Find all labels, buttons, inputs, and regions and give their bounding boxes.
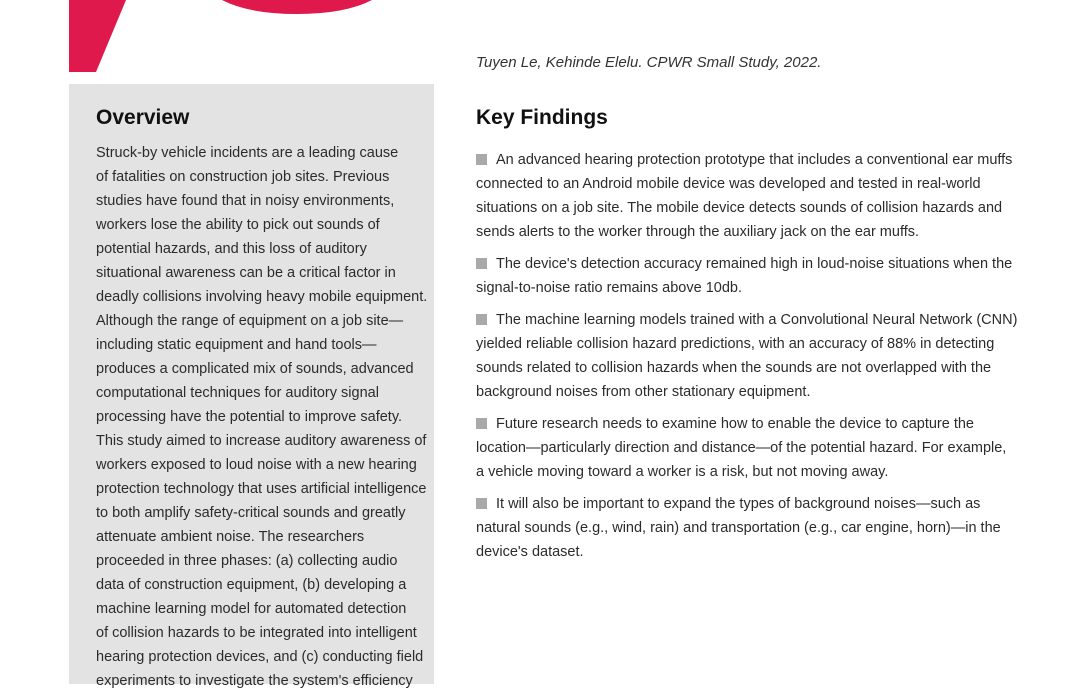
overview-line: produces a complicated mix of sounds, advanced: [96, 361, 414, 377]
overview-line: potential hazards, and this loss of auditory: [96, 241, 367, 257]
finding-line: [476, 356, 1036, 380]
overview-line: Although the range of equipment on a job site—: [96, 313, 404, 329]
finding-line: [476, 148, 1036, 172]
finding-text: An advanced hearing protection prototype that includes a conventional ear muffs: [496, 152, 1013, 168]
finding-text: location—particularly direction and distance—of the potential hazard. For example,: [476, 440, 1007, 456]
finding-text: The machine learning models trained with a Convolutional Neural Network (CNN): [496, 312, 1018, 328]
square-bullet-icon: [476, 258, 487, 269]
finding-line: [476, 276, 1036, 300]
finding-line: [476, 412, 1036, 436]
finding-line: [476, 540, 1036, 564]
finding-text: sounds related to collision hazards when the sounds are not overlapped with the: [476, 360, 992, 376]
overview-line: including static equipment and hand tools—: [96, 337, 377, 353]
overview-line: This study aimed to increase auditory awareness of: [96, 433, 427, 449]
finding-text: signal-to-noise ratio remains above 10db.: [476, 280, 742, 296]
overview-line: protection technology that uses artificial intelligence: [96, 481, 427, 497]
overview-line: machine learning model for automated detection: [96, 601, 407, 617]
square-bullet-icon: [476, 154, 487, 165]
finding-text: Future research needs to examine how to enable the device to capture the: [496, 416, 974, 432]
overview-line: attenuate ambient noise. The researchers: [96, 529, 365, 545]
finding-item: [476, 148, 1036, 244]
overview-line: situational awareness can be a critical factor in: [96, 265, 396, 281]
finding-text: yielded reliable collision hazard predictions, with an accuracy of 88% in detecting: [476, 336, 995, 352]
finding-item: [476, 412, 1036, 484]
finding-line: [476, 436, 1036, 460]
overview-line: data of construction equipment, (b) developing a: [96, 577, 407, 593]
finding-text: device's dataset.: [476, 544, 584, 560]
finding-text: a vehicle moving toward a worker is a risk, but not moving away.: [476, 464, 889, 480]
overview-line: experiments to investigate the system's efficiency: [96, 673, 413, 689]
overview-line: hearing protection devices, and (c) conducting field: [96, 649, 424, 665]
key-findings-list: [476, 148, 1036, 572]
overview-line: workers exposed to loud noise with a new hearing: [96, 457, 417, 473]
key-findings-title: Key Findings: [476, 106, 608, 129]
finding-text: sends alerts to the worker through the auxiliary jack on the ear muffs.: [476, 224, 920, 240]
square-bullet-icon: [476, 418, 487, 429]
finding-text: situations on a job site. The mobile device detects sounds of collision hazards and: [476, 200, 1003, 216]
overview-line: of collision hazards to be integrated into intelligent: [96, 625, 417, 641]
overview-line: studies have found that in noisy environments,: [96, 193, 395, 209]
finding-line: [476, 252, 1036, 276]
citation: Tuyen Le, Kehinde Elelu. CPWR Small Study, 2022.: [476, 54, 822, 71]
overview-title: Overview: [96, 106, 190, 129]
overview-line: to both amplify safety-critical sounds and greatly: [96, 505, 406, 521]
finding-line: [476, 380, 1036, 404]
finding-line: [476, 308, 1036, 332]
finding-item: [476, 308, 1036, 404]
finding-text: The device's detection accuracy remained high in loud-noise situations when the: [496, 256, 1013, 272]
overview-text: [96, 141, 428, 693]
finding-text: connected to an Android mobile device was developed and tested in real-world: [476, 176, 981, 192]
finding-line: [476, 492, 1036, 516]
overview-line: proceeded in three phases: (a) collecting audio: [96, 553, 398, 569]
overview-line: processing have the potential to improve safety.: [96, 409, 403, 425]
overview-line: computational techniques for auditory signal: [96, 385, 379, 401]
finding-item: [476, 252, 1036, 300]
finding-line: [476, 460, 1036, 484]
finding-line: [476, 220, 1036, 244]
square-bullet-icon: [476, 498, 487, 509]
finding-line: [476, 516, 1036, 540]
logo-graphic: [0, 0, 440, 72]
overview-line: deadly collisions involving heavy mobile equipment.: [96, 289, 428, 305]
finding-line: [476, 172, 1036, 196]
finding-item: [476, 492, 1036, 564]
finding-text: background noises from other stationary equipment.: [476, 384, 811, 400]
finding-text: natural sounds (e.g., wind, rain) and transportation (e.g., car engine, horn)—in the: [476, 520, 1001, 536]
finding-text: It will also be important to expand the types of background noises—such as: [496, 496, 981, 512]
finding-line: [476, 196, 1036, 220]
overview-line: of fatalities on construction job sites. Previous: [96, 169, 390, 185]
overview-line: Struck-by vehicle incidents are a leading cause: [96, 145, 399, 161]
finding-line: [476, 332, 1036, 356]
square-bullet-icon: [476, 314, 487, 325]
overview-line: workers lose the ability to pick out sounds of: [96, 217, 380, 233]
